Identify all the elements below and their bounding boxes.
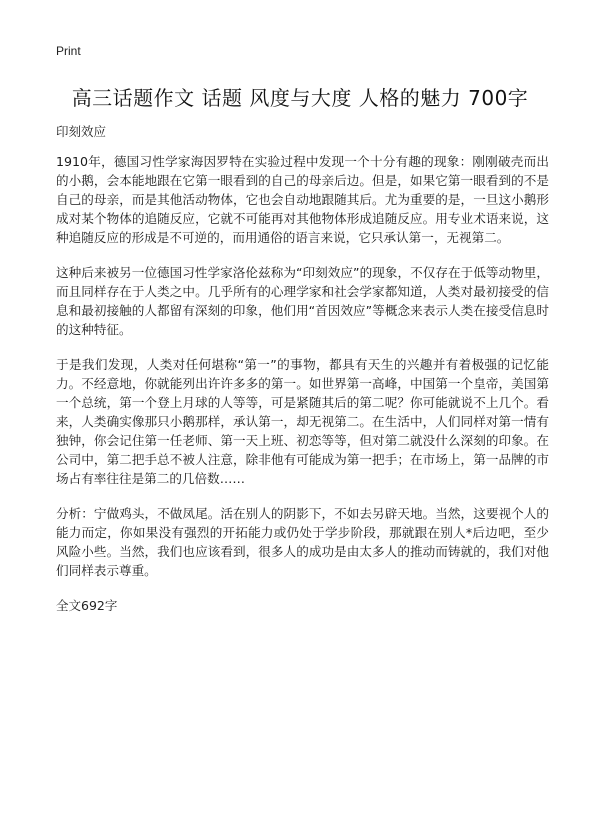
paragraph-1: 1910年，德国习性学家海因罗特在实验过程中发现一个十分有趣的现象：刚刚破壳而出的小鹅，会本能地跟在它第一眼看到的自己的母亲后边。但是，如果它第一眼看到的不是自己的母亲，而是其他活动物体，它也会自动地跟随其后。尤为重要的是，一旦这小鹅形成对某个物体的追随反应，它就不可能再对其他物体形成追随反应。用专业术语来说，这种追随反应的形成是不可逆的，而用通俗的语言来说，它只承认第一，无视第二。	[56, 154, 549, 245]
print-link[interactable]: Print	[56, 44, 81, 58]
paragraph-3: 于是我们发现，人类对任何堪称“第一”的事物，都具有天生的兴趣并有着极强的记忆能力。不经意地，你就能列出许许多多的第一。如世界第一高峰，中国第一个皇帝，美国第一个总统，第一个登上月球的人等等，可是紧随其后的第二呢？你可能就说不上几个。看来，人类确实像那只小鹅那样，承认第一，却无视第二。在生活中，人们同样对第一情有独钟，你会记住第一任老师、第一天上班、初恋等等，但对第二就没什么深刻的印象。在公司中，第二把手总不被人注意，除非他有可能成为第一把手；在市场上，第一品牌的市场占有率往往是第二的几倍数……	[56, 357, 549, 486]
paragraph-2: 这种后来被另一位德国习性学家洛伦兹称为“印刻效应”的现象，不仅存在于低等动物里，而且同样存在于人类之中。几乎所有的心理学家和社会学家都知道，人类对最初接受的信息和最初接触的人都留有深刻的印象，他们用“首因效应”等概念来表示人类在接受信息时的这种特征。	[56, 265, 549, 337]
page-title: 高三话题作文 话题 风度与大度 人格的魅力 700字	[71, 86, 529, 110]
document-subtitle: 印刻效应	[56, 124, 107, 139]
word-count: 全文692字	[56, 598, 118, 613]
article-body	[56, 152, 549, 614]
paragraph-4: 分析：宁做鸡头，不做凤尾。活在别人的阴影下，不如去另辟天地。当然，这要视个人的能力而定，你如果没有强烈的开拓能力或仍处于学步阶段，那就跟在别人*后边吧，至少风险小些。当然，我们也应该看到，很多人的成功是由太多人的推动而铸就的，我们对他们同样表示尊重。	[56, 506, 549, 578]
